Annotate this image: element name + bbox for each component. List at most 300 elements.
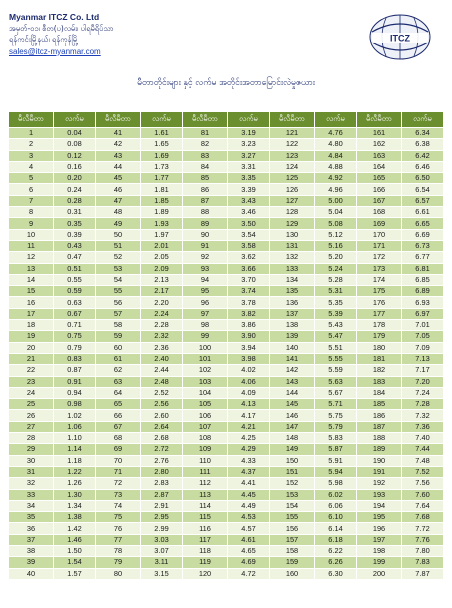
mm-cell: 128 [270, 207, 315, 218]
mm-cell: 79 [96, 557, 141, 568]
inch-cell: 0.39 [54, 229, 96, 240]
mm-cell: 179 [357, 331, 402, 342]
inch-cell: 5.12 [315, 229, 357, 240]
inch-cell: 0.94 [54, 387, 96, 398]
inch-cell: 5.35 [315, 297, 357, 308]
inch-cell: 3.54 [228, 229, 270, 240]
inch-cell: 5.67 [315, 387, 357, 398]
mm-cell: 11 [9, 240, 54, 251]
mm-cell: 170 [357, 229, 402, 240]
inch-cell: 4.61 [228, 534, 270, 545]
table-row [9, 252, 444, 263]
inch-cell: 7.13 [402, 353, 444, 364]
inch-cell: 6.50 [402, 173, 444, 184]
mm-cell: 64 [96, 387, 141, 398]
mm-cell: 130 [270, 229, 315, 240]
inch-cell: 4.09 [228, 387, 270, 398]
inch-cell: 5.04 [315, 207, 357, 218]
mm-cell: 175 [357, 286, 402, 297]
mm-cell: 70 [96, 455, 141, 466]
inch-cell: 5.91 [315, 455, 357, 466]
mm-cell: 167 [357, 195, 402, 206]
inch-cell: 4.57 [228, 523, 270, 534]
mm-cell: 127 [270, 195, 315, 206]
inch-cell: 7.64 [402, 500, 444, 511]
company-address-line1: အမှတ်-၀၁၊ စီတ(ပ)လမ်း၊ ပါရမီရိပ်သာ [9, 24, 114, 34]
mm-cell: 119 [183, 557, 228, 568]
inch-cell: 7.44 [402, 444, 444, 455]
inch-cell: 5.55 [315, 353, 357, 364]
mm-cell: 27 [9, 421, 54, 432]
mm-cell: 108 [183, 433, 228, 444]
mm-cell: 52 [96, 252, 141, 263]
mm-cell: 184 [357, 387, 402, 398]
inch-cell: 3.50 [228, 218, 270, 229]
mm-cell: 88 [183, 207, 228, 218]
table-row [9, 297, 444, 308]
inch-cell: 5.31 [315, 286, 357, 297]
mm-cell: 81 [183, 128, 228, 139]
inch-cell: 2.56 [141, 399, 183, 410]
inch-cell: 4.41 [228, 478, 270, 489]
inch-cell: 6.22 [315, 545, 357, 556]
mm-cell: 51 [96, 240, 141, 251]
inch-cell: 0.87 [54, 365, 96, 376]
mm-cell: 29 [9, 444, 54, 455]
mm-cell: 50 [96, 229, 141, 240]
table-row [9, 274, 444, 285]
inch-cell: 3.58 [228, 240, 270, 251]
mm-cell: 107 [183, 421, 228, 432]
mm-cell: 89 [183, 218, 228, 229]
inch-cell: 0.83 [54, 353, 96, 364]
mm-cell: 196 [357, 523, 402, 534]
mm-cell: 78 [96, 545, 141, 556]
mm-cell: 158 [270, 545, 315, 556]
mm-cell: 53 [96, 263, 141, 274]
table-row [9, 399, 444, 410]
inch-cell: 6.85 [402, 274, 444, 285]
inch-cell: 1.46 [54, 534, 96, 545]
inch-cell: 3.86 [228, 320, 270, 331]
inch-cell: 3.94 [228, 342, 270, 353]
document-header [0, 0, 452, 76]
inch-cell: 0.79 [54, 342, 96, 353]
mm-cell: 135 [270, 286, 315, 297]
mm-cell: 12 [9, 252, 54, 263]
inch-cell: 6.57 [402, 195, 444, 206]
mm-cell: 129 [270, 218, 315, 229]
inch-cell: 5.79 [315, 421, 357, 432]
inch-cell: 2.91 [141, 500, 183, 511]
mm-cell: 43 [96, 150, 141, 161]
table-row [9, 150, 444, 161]
mm-cell: 35 [9, 512, 54, 523]
inch-cell: 1.65 [141, 139, 183, 150]
inch-cell: 6.18 [315, 534, 357, 545]
inch-cell: 1.34 [54, 500, 96, 511]
inch-cell: 5.59 [315, 365, 357, 376]
inch-cell: 1.18 [54, 455, 96, 466]
mm-cell: 104 [183, 387, 228, 398]
inch-cell: 4.65 [228, 545, 270, 556]
inch-cell: 2.48 [141, 376, 183, 387]
table-row [9, 353, 444, 364]
inch-cell: 4.02 [228, 365, 270, 376]
mm-cell: 47 [96, 195, 141, 206]
mm-cell: 98 [183, 320, 228, 331]
mm-cell: 114 [183, 500, 228, 511]
mm-cell: 194 [357, 500, 402, 511]
mm-cell: 185 [357, 399, 402, 410]
inch-cell: 5.16 [315, 240, 357, 251]
header-inch: လက်မ [402, 112, 444, 128]
inch-cell: 4.25 [228, 433, 270, 444]
mm-cell: 103 [183, 376, 228, 387]
inch-cell: 7.76 [402, 534, 444, 545]
mm-cell: 80 [96, 568, 141, 579]
mm-cell: 169 [357, 218, 402, 229]
mm-cell: 162 [357, 139, 402, 150]
mm-cell: 115 [183, 512, 228, 523]
inch-cell: 5.71 [315, 399, 357, 410]
table-row [9, 218, 444, 229]
table-row [9, 161, 444, 172]
mm-cell: 36 [9, 523, 54, 534]
inch-cell: 4.17 [228, 410, 270, 421]
inch-cell: 0.75 [54, 331, 96, 342]
inch-cell: 5.75 [315, 410, 357, 421]
mm-cell: 45 [96, 173, 141, 184]
mm-cell: 7 [9, 195, 54, 206]
inch-cell: 7.05 [402, 331, 444, 342]
mm-cell: 159 [270, 557, 315, 568]
inch-cell: 7.28 [402, 399, 444, 410]
inch-cell: 3.35 [228, 173, 270, 184]
inch-cell: 2.01 [141, 240, 183, 251]
mm-cell: 192 [357, 478, 402, 489]
inch-cell: 3.39 [228, 184, 270, 195]
mm-cell: 113 [183, 489, 228, 500]
mm-cell: 118 [183, 545, 228, 556]
inch-cell: 4.21 [228, 421, 270, 432]
conversion-table [8, 111, 444, 580]
mm-cell: 134 [270, 274, 315, 285]
mm-cell: 59 [96, 331, 141, 342]
inch-cell: 0.59 [54, 286, 96, 297]
mm-cell: 147 [270, 421, 315, 432]
table-row [9, 207, 444, 218]
inch-cell: 7.09 [402, 342, 444, 353]
mm-cell: 14 [9, 274, 54, 285]
mm-cell: 25 [9, 399, 54, 410]
mm-cell: 26 [9, 410, 54, 421]
header-inch: လက်မ [315, 112, 357, 128]
inch-cell: 6.65 [402, 218, 444, 229]
mm-cell: 94 [183, 274, 228, 285]
inch-cell: 1.77 [141, 173, 183, 184]
mm-cell: 69 [96, 444, 141, 455]
table-row [9, 331, 444, 342]
mm-cell: 58 [96, 320, 141, 331]
mm-cell: 77 [96, 534, 141, 545]
mm-cell: 136 [270, 297, 315, 308]
inch-cell: 1.89 [141, 207, 183, 218]
inch-cell: 1.42 [54, 523, 96, 534]
mm-cell: 6 [9, 184, 54, 195]
mm-cell: 65 [96, 399, 141, 410]
mm-cell: 93 [183, 263, 228, 274]
mm-cell: 177 [357, 308, 402, 319]
inch-cell: 1.06 [54, 421, 96, 432]
mm-cell: 22 [9, 365, 54, 376]
mm-cell: 28 [9, 433, 54, 444]
header-inch: လက်မ [54, 112, 96, 128]
mm-cell: 106 [183, 410, 228, 421]
inch-cell: 6.77 [402, 252, 444, 263]
mm-cell: 148 [270, 433, 315, 444]
inch-cell: 5.98 [315, 478, 357, 489]
inch-cell: 3.46 [228, 207, 270, 218]
inch-cell: 7.56 [402, 478, 444, 489]
inch-cell: 1.26 [54, 478, 96, 489]
inch-cell: 5.39 [315, 308, 357, 319]
table-row [9, 545, 444, 556]
inch-cell: 3.11 [141, 557, 183, 568]
inch-cell: 3.23 [228, 139, 270, 150]
page-title: မီတာတိုင်းများ နှင့် လက်မ အတိုင်းအတာမြောင်းလဲမှုဇယား [137, 78, 315, 88]
mm-cell: 37 [9, 534, 54, 545]
mm-cell: 23 [9, 376, 54, 387]
table-row [9, 320, 444, 331]
mm-cell: 137 [270, 308, 315, 319]
inch-cell: 6.73 [402, 240, 444, 251]
table-row [9, 365, 444, 376]
inch-cell: 3.82 [228, 308, 270, 319]
mm-cell: 21 [9, 353, 54, 364]
mm-cell: 82 [183, 139, 228, 150]
mm-cell: 30 [9, 455, 54, 466]
mm-cell: 155 [270, 512, 315, 523]
inch-cell: 5.51 [315, 342, 357, 353]
company-logo [366, 12, 434, 62]
mm-cell: 73 [96, 489, 141, 500]
inch-cell: 6.26 [315, 557, 357, 568]
table-row [9, 342, 444, 353]
mm-cell: 150 [270, 455, 315, 466]
inch-cell: 7.40 [402, 433, 444, 444]
table-row [9, 229, 444, 240]
inch-cell: 5.63 [315, 376, 357, 387]
mm-cell: 91 [183, 240, 228, 251]
table-row [9, 568, 444, 579]
inch-cell: 1.81 [141, 184, 183, 195]
inch-cell: 7.48 [402, 455, 444, 466]
inch-cell: 7.24 [402, 387, 444, 398]
inch-cell: 2.09 [141, 263, 183, 274]
inch-cell: 0.28 [54, 195, 96, 206]
mm-cell: 4 [9, 161, 54, 172]
table-row [9, 478, 444, 489]
mm-cell: 110 [183, 455, 228, 466]
company-address-line2: ရန်ကင်းမြို့နယ်၊ ရန်ကုန်မြို့ [9, 35, 79, 45]
inch-cell: 2.83 [141, 478, 183, 489]
mm-cell: 38 [9, 545, 54, 556]
inch-cell: 4.92 [315, 173, 357, 184]
table-row [9, 184, 444, 195]
table-row [9, 523, 444, 534]
mm-cell: 146 [270, 410, 315, 421]
inch-cell: 6.38 [402, 139, 444, 150]
inch-cell: 7.17 [402, 365, 444, 376]
mm-cell: 54 [96, 274, 141, 285]
mm-cell: 124 [270, 161, 315, 172]
mm-cell: 72 [96, 478, 141, 489]
mm-cell: 32 [9, 478, 54, 489]
inch-cell: 2.72 [141, 444, 183, 455]
inch-cell: 6.30 [315, 568, 357, 579]
inch-cell: 4.37 [228, 466, 270, 477]
mm-cell: 161 [357, 128, 402, 139]
inch-cell: 1.22 [54, 466, 96, 477]
inch-cell: 2.44 [141, 365, 183, 376]
logo-text: ITCZ [390, 33, 410, 44]
mm-cell: 131 [270, 240, 315, 251]
company-name: Myanmar ITCZ Co. Ltd [9, 12, 100, 22]
mm-cell: 198 [357, 545, 402, 556]
mm-cell: 41 [96, 128, 141, 139]
inch-cell: 6.34 [402, 128, 444, 139]
mm-cell: 48 [96, 207, 141, 218]
mm-cell: 40 [9, 568, 54, 579]
mm-cell: 5 [9, 173, 54, 184]
table-row [9, 557, 444, 568]
table-row [9, 444, 444, 455]
mm-cell: 168 [357, 207, 402, 218]
inch-cell: 7.72 [402, 523, 444, 534]
inch-cell: 3.78 [228, 297, 270, 308]
inch-cell: 3.19 [228, 128, 270, 139]
inch-cell: 1.93 [141, 218, 183, 229]
table-row [9, 139, 444, 150]
mm-cell: 55 [96, 286, 141, 297]
mm-cell: 1 [9, 128, 54, 139]
inch-cell: 3.70 [228, 274, 270, 285]
mm-cell: 176 [357, 297, 402, 308]
mm-cell: 178 [357, 320, 402, 331]
mm-cell: 16 [9, 297, 54, 308]
inch-cell: 0.55 [54, 274, 96, 285]
table-body [9, 128, 444, 580]
inch-cell: 0.12 [54, 150, 96, 161]
table-header-row [9, 112, 444, 128]
inch-cell: 4.45 [228, 489, 270, 500]
inch-cell: 2.32 [141, 331, 183, 342]
mm-cell: 174 [357, 274, 402, 285]
inch-cell: 5.20 [315, 252, 357, 263]
inch-cell: 1.50 [54, 545, 96, 556]
mm-cell: 195 [357, 512, 402, 523]
inch-cell: 2.40 [141, 353, 183, 364]
mm-cell: 197 [357, 534, 402, 545]
mm-cell: 92 [183, 252, 228, 263]
mm-cell: 125 [270, 173, 315, 184]
inch-cell: 7.80 [402, 545, 444, 556]
mm-cell: 109 [183, 444, 228, 455]
inch-cell: 2.20 [141, 297, 183, 308]
mm-cell: 183 [357, 376, 402, 387]
mm-cell: 122 [270, 139, 315, 150]
inch-cell: 4.80 [315, 139, 357, 150]
mm-cell: 153 [270, 489, 315, 500]
inch-cell: 0.35 [54, 218, 96, 229]
mm-cell: 62 [96, 365, 141, 376]
mm-cell: 68 [96, 433, 141, 444]
header-millimeter: မီလီမီတာ [96, 112, 141, 128]
mm-cell: 165 [357, 173, 402, 184]
table-row [9, 308, 444, 319]
mm-cell: 190 [357, 455, 402, 466]
mm-cell: 142 [270, 365, 315, 376]
inch-cell: 2.68 [141, 433, 183, 444]
mm-cell: 186 [357, 410, 402, 421]
mm-cell: 154 [270, 500, 315, 511]
inch-cell: 7.20 [402, 376, 444, 387]
table-row [9, 387, 444, 398]
table-row [9, 410, 444, 421]
mm-cell: 138 [270, 320, 315, 331]
inch-cell: 2.60 [141, 410, 183, 421]
table-row [9, 421, 444, 432]
mm-cell: 87 [183, 195, 228, 206]
mm-cell: 151 [270, 466, 315, 477]
mm-cell: 140 [270, 342, 315, 353]
inch-cell: 0.47 [54, 252, 96, 263]
inch-cell: 0.04 [54, 128, 96, 139]
company-email-link[interactable]: sales@itcz-myanmar.com [9, 46, 101, 56]
mm-cell: 200 [357, 568, 402, 579]
mm-cell: 133 [270, 263, 315, 274]
header-inch: လက်မ [228, 112, 270, 128]
mm-cell: 33 [9, 489, 54, 500]
mm-cell: 189 [357, 444, 402, 455]
inch-cell: 2.95 [141, 512, 183, 523]
mm-cell: 111 [183, 466, 228, 477]
inch-cell: 2.28 [141, 320, 183, 331]
inch-cell: 5.47 [315, 331, 357, 342]
inch-cell: 6.14 [315, 523, 357, 534]
mm-cell: 15 [9, 286, 54, 297]
inch-cell: 4.33 [228, 455, 270, 466]
mm-cell: 97 [183, 308, 228, 319]
inch-cell: 3.31 [228, 161, 270, 172]
mm-cell: 99 [183, 331, 228, 342]
inch-cell: 2.24 [141, 308, 183, 319]
mm-cell: 39 [9, 557, 54, 568]
inch-cell: 4.72 [228, 568, 270, 579]
inch-cell: 1.73 [141, 161, 183, 172]
mm-cell: 105 [183, 399, 228, 410]
inch-cell: 7.01 [402, 320, 444, 331]
mm-cell: 76 [96, 523, 141, 534]
inch-cell: 6.89 [402, 286, 444, 297]
inch-cell: 4.13 [228, 399, 270, 410]
mm-cell: 145 [270, 399, 315, 410]
inch-cell: 2.13 [141, 274, 183, 285]
inch-cell: 1.61 [141, 128, 183, 139]
inch-cell: 0.16 [54, 161, 96, 172]
inch-cell: 3.62 [228, 252, 270, 263]
